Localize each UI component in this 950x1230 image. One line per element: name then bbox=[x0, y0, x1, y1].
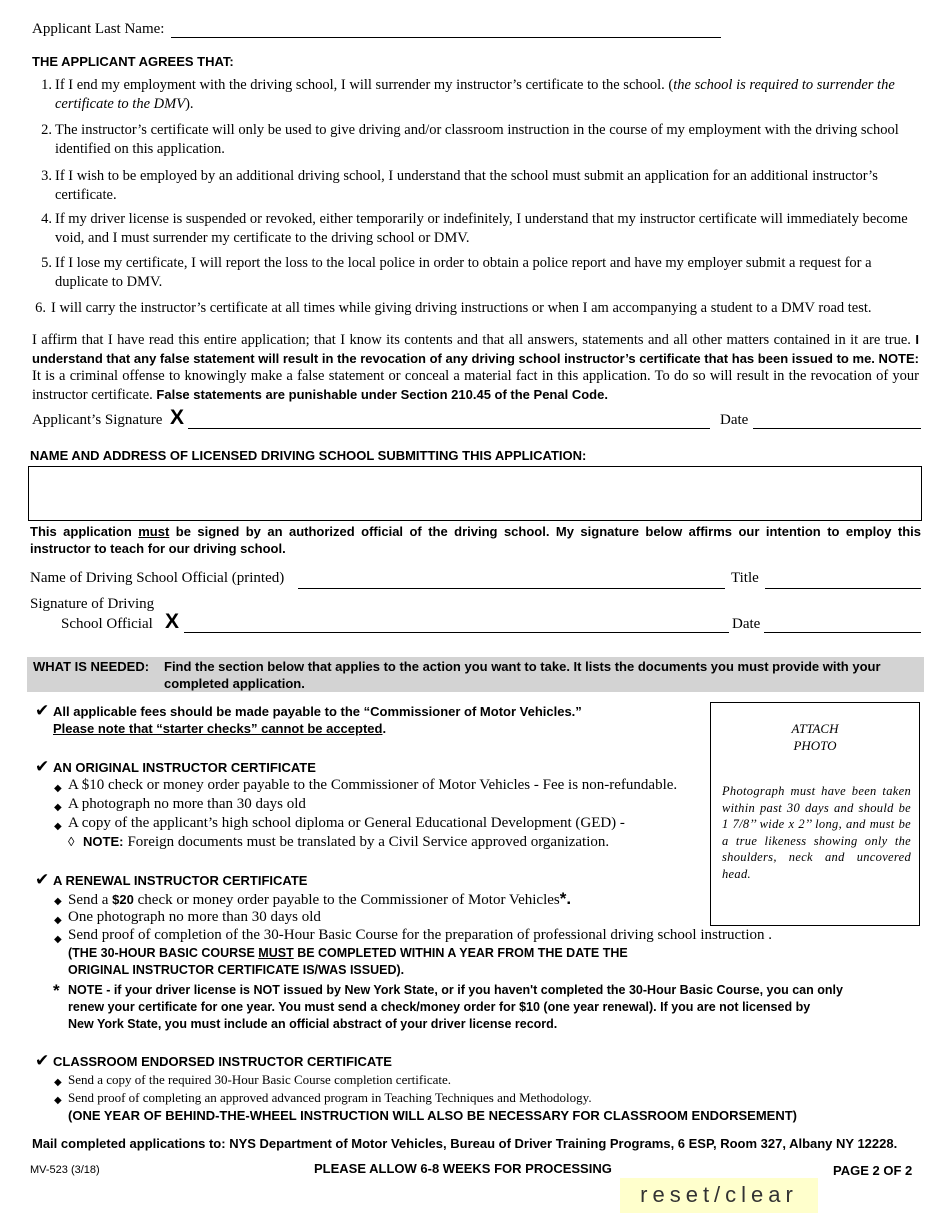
hollow-diamond-icon: ◊ bbox=[68, 834, 75, 849]
agree-item-6: 6. I will carry the instructor’s certificate at all times while giving driving instructions or when I am accompanying a student to a DMV road test. bbox=[35, 300, 872, 316]
official-title-label: Title bbox=[731, 570, 759, 586]
diamond-bullet-icon: ◆ bbox=[54, 1077, 62, 1088]
original-bullet-3: A copy of the applicant’s high school diploma or General Educational Development (GED) - bbox=[68, 815, 625, 831]
official-date-field[interactable] bbox=[764, 632, 921, 633]
agree-item-1: 1. If I end my employment with the driving school, I will surrender my instructor’s certificate to the school. (the school is required to surrender the certificate to the DMV). bbox=[41, 77, 895, 112]
diamond-bullet-icon: ◆ bbox=[54, 934, 62, 945]
official-signature-label-1: Signature of Driving bbox=[30, 596, 155, 612]
diamond-bullet-icon: ◆ bbox=[54, 915, 62, 926]
renewal-bullet-2: One photograph no more than 30 days old bbox=[68, 909, 321, 925]
page-number: PAGE 2 OF 2 bbox=[833, 1163, 913, 1178]
original-note: NOTE: Foreign documents must be translated by a Civil Service approved organization. bbox=[83, 834, 610, 850]
classroom-heading: CLASSROOM ENDORSED INSTRUCTOR CERTIFICATE bbox=[53, 1054, 392, 1069]
renewal-bullet-1: Send a $20 check or money order payable to the Commissioner of Motor Vehicles*. bbox=[68, 889, 572, 908]
applicant-signature-field[interactable] bbox=[188, 428, 710, 429]
attach-photo-title-1: ATTACH bbox=[791, 721, 839, 736]
form-id: MV-523 (3/18) bbox=[30, 1164, 100, 1176]
agree-item-5: 5. If I lose my certificate, I will report the loss to the local police in order to obtain a police report and have my employer submit a request for a duplicate to DMV. bbox=[41, 255, 872, 290]
diamond-bullet-icon: ◆ bbox=[54, 802, 62, 813]
official-name-field[interactable] bbox=[298, 588, 725, 589]
last-name-field[interactable] bbox=[171, 37, 721, 38]
agrees-heading: THE APPLICANT AGREES THAT: bbox=[32, 54, 234, 69]
asterisk-icon: * bbox=[53, 981, 60, 1000]
last-name-label: Applicant Last Name: bbox=[32, 21, 165, 37]
affirm-paragraph: I affirm that I have read this entire application; that I know its contents and that all answers, statements and all other matters contained in it are true. I understand that any false statement will result in the revocation of any driving school instructor’s certificate that has been issued to me. NOTE: It is a criminal offense to knowingly make a false statement or conceal a material fact in this application. To do so will result in the revocation of your instructor certificate. False statements are punishable under Section 210.45 of the Penal Code. bbox=[32, 332, 920, 403]
applicant-signature-label: Applicant’s Signature bbox=[32, 412, 163, 428]
applicant-date-label: Date bbox=[720, 412, 749, 428]
diamond-bullet-icon: ◆ bbox=[54, 821, 62, 832]
official-signature-field[interactable] bbox=[184, 632, 729, 633]
school-heading: NAME AND ADDRESS OF LICENSED DRIVING SCHOOL SUBMITTING THIS APPLICATION: bbox=[30, 448, 587, 463]
original-bullet-1: A $10 check or money order payable to the Commissioner of Motor Vehicles - Fee is non-refundable. bbox=[68, 777, 678, 793]
official-title-field[interactable] bbox=[765, 588, 921, 589]
diamond-bullet-icon: ◆ bbox=[54, 1095, 62, 1106]
original-heading: AN ORIGINAL INSTRUCTOR CERTIFICATE bbox=[53, 760, 316, 775]
renewal-course-note-1: (THE 30-HOUR BASIC COURSE MUST BE COMPLETED WITHIN A YEAR FROM THE DATE THE bbox=[68, 946, 628, 960]
renewal-note-2: renew your certificate for one year. You must send a check/money order for $10 (one year renewal). If you are not licensed by bbox=[68, 1000, 811, 1014]
check-icon: ✔ bbox=[35, 1051, 50, 1071]
official-name-label: Name of Driving School Official (printed) bbox=[30, 570, 285, 586]
signature-x-mark: X bbox=[170, 406, 185, 429]
official-signature-label-2: School Official bbox=[61, 616, 153, 632]
what-is-needed-bar: WHAT IS NEEDED: Find the section below that applies to the action you want to take. It lists the documents you must provide with your completed application. bbox=[27, 657, 924, 692]
official-date-label: Date bbox=[732, 616, 761, 632]
school-sign-note: This application must be signed by an authorized official of the driving school. My signature below affirms our intention to employ this instructor to teach for our driving school. bbox=[30, 524, 921, 556]
renewal-heading: A RENEWAL INSTRUCTOR CERTIFICATE bbox=[53, 873, 308, 888]
fees-line1: All applicable fees should be made payable to the “Commissioner of Motor Vehicles.” bbox=[53, 704, 582, 719]
mail-to: Mail completed applications to: NYS Department of Motor Vehicles, Bureau of Driver Training Programs, 6 ESP, Room 327, Albany NY 12228. bbox=[32, 1136, 898, 1151]
agree-item-3: 3. If I wish to be employed by an additional driving school, I understand that the school must submit an application for an additional instructor’s certificate. bbox=[41, 168, 878, 203]
classroom-bullet-1: Send a copy of the required 30-Hour Basic Course completion certificate. bbox=[68, 1072, 452, 1087]
attach-photo-title-2: PHOTO bbox=[793, 738, 837, 753]
diamond-bullet-icon: ◆ bbox=[54, 896, 62, 907]
photo-requirements: Photograph must have been taken within past 30 days and should be 1 7/8’’ wide x 2’’ long, and must be a true likeness showing only the shoulders, neck and uncovered head. bbox=[722, 784, 911, 881]
renewal-note-3: New York State, you must include an official abstract of your driver license record. bbox=[68, 1017, 558, 1031]
processing-note: PLEASE ALLOW 6-8 WEEKS FOR PROCESSING bbox=[314, 1161, 612, 1176]
classroom-bullet-2: Send proof of completing an approved advanced program in Teaching Techniques and Methodology. bbox=[68, 1090, 592, 1105]
applicant-date-field[interactable] bbox=[753, 428, 921, 429]
renewal-course-note-2: ORIGINAL INSTRUCTOR CERTIFICATE IS/WAS ISSUED). bbox=[68, 963, 405, 977]
check-icon: ✔ bbox=[35, 870, 50, 890]
official-x-mark: X bbox=[165, 610, 180, 633]
classroom-bullet-2-note: (ONE YEAR OF BEHIND-THE-WHEEL INSTRUCTION WILL ALSO BE NECESSARY FOR CLASSROOM ENDORSEMENT) bbox=[68, 1108, 797, 1123]
check-icon: ✔ bbox=[35, 757, 50, 777]
original-bullet-2: A photograph no more than 30 days old bbox=[68, 796, 306, 812]
check-icon: ✔ bbox=[35, 701, 50, 721]
fees-line2: Please note that “starter checks” cannot be accepted. bbox=[53, 721, 387, 736]
agree-item-4: 4. If my driver license is suspended or revoked, either temporarily or indefinitely, I understand that my instructor certificate will immediately become void, and I must surrender my certificate to the driving school or DMV. bbox=[41, 211, 908, 246]
agree-item-2: 2. The instructor’s certificate will only be used to give driving and/or classroom instruction in the course of my employment with the driving school identified on this application. bbox=[41, 122, 899, 157]
renewal-bullet-3: Send proof of completion of the 30-Hour Basic Course for the preparation of professional driving school instruction . bbox=[68, 927, 773, 943]
renewal-note-1: NOTE - if your driver license is NOT issued by New York State, or if you haven't completed the 30-Hour Basic Course, you can only bbox=[68, 983, 843, 997]
school-name-address-box[interactable] bbox=[28, 466, 922, 521]
diamond-bullet-icon: ◆ bbox=[54, 783, 62, 794]
reset-clear-button[interactable]: reset/clear bbox=[620, 1178, 818, 1213]
attach-photo-box[interactable] bbox=[710, 702, 920, 926]
